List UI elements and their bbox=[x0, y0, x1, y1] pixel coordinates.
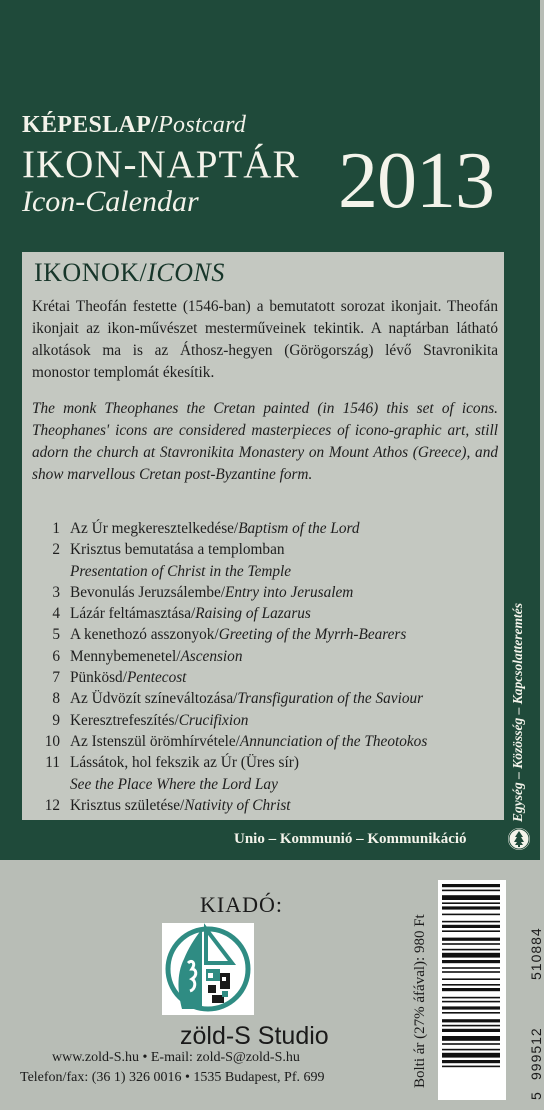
publisher-label: KIADÓ: bbox=[200, 892, 283, 917]
item-title-en: Nativity of Christ bbox=[184, 796, 291, 814]
barcode-digit-first: 5 bbox=[528, 1091, 544, 1100]
item-title-en: Ascension bbox=[180, 647, 243, 665]
item-number: 3 bbox=[52, 583, 60, 601]
side-motto-text: Egység – Közösség – Kapcsolatteremtés bbox=[510, 603, 525, 822]
description-en: The monk Theophanes the Cretan painted (in 1546) this set of icons. Theophanes' icons are considered masterpieces of icono-graphic art, still adorn the church at Stavronikita Monastery on Mount Athos (Greece), and show marvellous Cretan post-Byzantine form. bbox=[32, 400, 498, 483]
item-title-hu: Az Üdvözít színeváltozása/ bbox=[70, 690, 238, 708]
price-text: Bolti ár (27% áfával): 980 Ft bbox=[412, 914, 428, 1088]
list-item bbox=[32, 539, 502, 582]
list-item bbox=[32, 603, 502, 624]
item-title-en: Greeting of the Myrrh-Bearers bbox=[218, 626, 407, 644]
item-title-hu: Krisztus bemutatása a templomban bbox=[70, 541, 285, 559]
item-number: 1 bbox=[52, 520, 60, 537]
item-title-en: Entry into Jerusalem bbox=[225, 583, 354, 601]
item-title-en: Annunciation of the Theotokos bbox=[239, 732, 428, 750]
calendar-subtitle: Icon-Calendar bbox=[22, 185, 199, 218]
item-number: 4 bbox=[52, 605, 60, 623]
item-number: 7 bbox=[52, 669, 60, 687]
item-title-en: Raising of Lazarus bbox=[195, 605, 311, 623]
item-title-hu: Keresztrefeszítés/ bbox=[70, 711, 179, 729]
calendar-year: 2013 bbox=[338, 137, 494, 225]
item-title-hu: Pünkösd/ bbox=[70, 669, 127, 687]
item-title-en: Baptism of the Lord bbox=[238, 520, 360, 537]
item-number: 11 bbox=[45, 754, 60, 772]
item-title-en: Pentecost bbox=[126, 669, 187, 687]
item-title-hu: Bevonulás Jeruzsálembe/ bbox=[70, 583, 226, 601]
calendar-title: IKON-NAPTÁR bbox=[22, 143, 300, 186]
item-number: 6 bbox=[52, 647, 60, 665]
item-title-en: Crucifixion bbox=[178, 711, 249, 729]
barcode-bars bbox=[438, 880, 506, 1100]
item-title-hu: Lázár feltámasztása/ bbox=[70, 605, 196, 623]
item-number: 5 bbox=[52, 626, 60, 644]
item-title-hu: A kenethozó asszonyok/ bbox=[70, 626, 219, 644]
item-title-hu: Az Úr megkeresztelkedése/ bbox=[70, 520, 239, 537]
panel-title-en: ICONS bbox=[147, 258, 225, 287]
tree-logo-icon bbox=[508, 828, 530, 850]
list-item bbox=[32, 667, 502, 688]
publisher-contact-phone: Telefon/fax: (36 1) 326 0016 • 1535 Budapest, Pf. 699 bbox=[20, 1070, 325, 1085]
slogan: Unio – Kommunió – Kommunikáció bbox=[234, 831, 467, 847]
item-title-en: See the Place Where the Lord Lay bbox=[70, 775, 278, 793]
item-title-hu: Krisztus születése/ bbox=[70, 796, 185, 814]
item-number: 10 bbox=[44, 732, 60, 750]
item-number: 2 bbox=[52, 541, 60, 559]
item-title-hu: Lássátok, hol fekszik az Úr (Üres sír) bbox=[70, 754, 299, 772]
list-item bbox=[32, 624, 502, 645]
postcard-label-hu: KÉPESLAP/ bbox=[22, 112, 159, 138]
zold-s-logo-icon bbox=[162, 923, 254, 1015]
list-item bbox=[32, 795, 502, 816]
publisher-contact-web: www.zold-S.hu • E-mail: zold-S@zold-S.hu bbox=[52, 1050, 300, 1065]
icons-info-panel bbox=[22, 252, 504, 820]
description-hu: Krétai Theofán festette (1546-ban) a bemutatott sorozat ikonjait. Theofán ikonjait az ikon-művészet mesterműveinek tekintik. A naptárban látható alkotások ma is az Áthosz-hegyen (Görögország) lévő Stavronikita monostor templomát ékesítik. bbox=[32, 298, 498, 381]
item-title-hu: Az Istenszül örömhírvétele/ bbox=[70, 732, 240, 750]
list-item bbox=[32, 710, 502, 731]
list-item bbox=[32, 731, 502, 752]
icon-list bbox=[32, 518, 502, 816]
list-item bbox=[32, 518, 502, 539]
item-title-en: Presentation of Christ in the Temple bbox=[70, 562, 292, 580]
list-item bbox=[32, 752, 502, 795]
barcode bbox=[438, 880, 506, 1100]
list-item bbox=[32, 582, 502, 603]
list-item bbox=[32, 688, 502, 709]
list-item bbox=[32, 646, 502, 667]
item-number: 9 bbox=[52, 711, 60, 729]
item-number: 8 bbox=[52, 690, 60, 708]
item-title-en: Transfiguration of the Saviour bbox=[237, 690, 424, 708]
postcard-label-en: Postcard bbox=[158, 112, 247, 138]
barcode-digits-group2: 510884 bbox=[528, 927, 544, 980]
panel-title-hu: IKONOK/ bbox=[34, 258, 148, 287]
item-number: 12 bbox=[44, 796, 60, 814]
postcard-label bbox=[22, 112, 246, 139]
item-title-hu: Mennybemenetel/ bbox=[70, 647, 181, 665]
panel-title bbox=[34, 258, 225, 288]
barcode-digits-group1: 999512 bbox=[528, 1027, 544, 1080]
publisher-name: zöld-S Studio bbox=[180, 1022, 329, 1050]
